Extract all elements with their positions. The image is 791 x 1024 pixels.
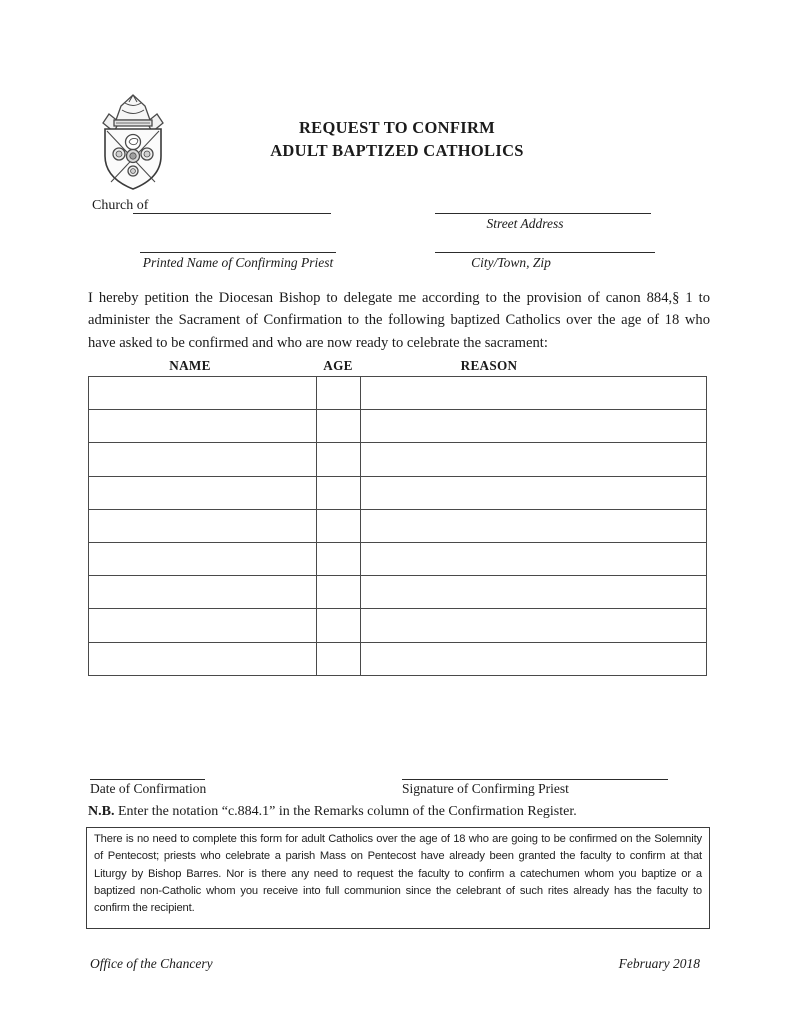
table-row [89,576,707,609]
table-cell-age[interactable] [317,443,361,476]
table-row [89,609,707,642]
table-cell-age[interactable] [317,542,361,575]
table-cell-reason[interactable] [361,410,707,443]
table-cell-reason[interactable] [361,576,707,609]
table-cell-reason[interactable] [361,542,707,575]
column-header-name: NAME [169,358,211,373]
nb-text: Enter the notation “c.884.1” in the Remarks column of the Confirmation Register. [114,804,577,819]
candidates-table-body [89,377,707,676]
table-cell-reason[interactable] [361,377,707,410]
table-cell-name[interactable] [89,443,317,476]
column-header-reason: REASON [460,358,518,373]
table-row [89,410,707,443]
table-cell-reason[interactable] [361,509,707,542]
table-cell-age[interactable] [317,576,361,609]
signature-field[interactable] [402,765,668,780]
title-line-2: ADULT BAPTIZED CATHOLICS [270,141,524,160]
table-cell-reason[interactable] [361,443,707,476]
city-town-zip-field[interactable] [435,238,655,253]
table-row [89,476,707,509]
table-row [89,642,707,675]
church-of-label: Church of [92,198,149,213]
footer-date-label: February 2018 [618,956,700,971]
table-cell-reason[interactable] [361,609,707,642]
column-header-age: AGE [323,358,353,373]
candidates-table [88,376,707,676]
printed-name-field[interactable] [140,238,336,253]
table-cell-name[interactable] [89,509,317,542]
table-row [89,377,707,410]
table-row [89,509,707,542]
table-cell-age[interactable] [317,377,361,410]
church-name-field[interactable] [133,199,331,214]
table-cell-age[interactable] [317,642,361,675]
city-town-zip-label: City/Town, Zip [471,255,551,270]
petition-paragraph: I hereby petition the Diocesan Bishop to delegate me according to the provision of canon 884,§ 1 to administer the Sacrament of Confirmation to the following baptized Catholics over the age of 18 who have asked to be confirmed and who are now ready to celebrate the sacrament: [88,290,710,351]
printed-name-label: Printed Name of Confirming Priest [142,255,334,270]
table-cell-name[interactable] [89,410,317,443]
table-cell-reason[interactable] [361,642,707,675]
footer-office-label: Office of the Chancery [90,956,213,971]
table-cell-reason[interactable] [361,476,707,509]
signature-label: Signature of Confirming Priest [402,781,569,796]
table-row [89,542,707,575]
nb-prefix: N.B. [88,804,115,819]
table-row [89,443,707,476]
street-address-label: Street Address [486,216,564,231]
table-cell-name[interactable] [89,609,317,642]
table-cell-name[interactable] [89,576,317,609]
page-title [88,116,706,162]
table-cell-age[interactable] [317,609,361,642]
table-cell-name[interactable] [89,377,317,410]
date-of-confirmation-label: Date of Confirmation [90,781,207,796]
notice-box: There is no need to complete this form for adult Catholics over the age of 18 who are going to be confirmed on the Solemnity of Pentecost; priests who celebrate a parish Mass on Pentecost have already been granted the faculty to confirm at that Liturgy by Bishop Barres. Nor is there any need to request the faculty to confirm a catechumen whom you baptize or a baptized non-Catholic whom you receive into full communion since the celebrant of such rites already has the faculty to confirm the recipient. [86,827,710,929]
nb-note [88,804,710,820]
table-cell-age[interactable] [317,410,361,443]
date-of-confirmation-field[interactable] [90,765,205,780]
title-line-1: REQUEST TO CONFIRM [298,118,496,137]
table-cell-name[interactable] [89,542,317,575]
table-cell-age[interactable] [317,509,361,542]
table-cell-name[interactable] [89,476,317,509]
table-cell-age[interactable] [317,476,361,509]
table-cell-name[interactable] [89,642,317,675]
street-address-field[interactable] [435,199,651,214]
